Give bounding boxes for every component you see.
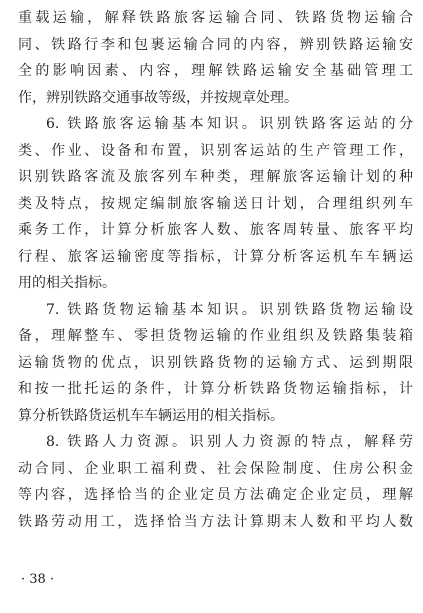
text-line: 类、作业、设备和布置，识别客运站的生产管理工作， <box>18 142 413 159</box>
section-heading-line: 7. 铁路货物运输基本知识。识别铁路货物运输设 <box>46 301 413 318</box>
text-line: 类及特点，按规定编制旅客输送日计划，合理组织列车 <box>18 195 413 212</box>
text-line: 备，理解整车、零担货物运输的作业组织及铁路集装箱 <box>18 328 413 344</box>
page-number: · 38 · <box>21 572 55 587</box>
text-line: 动合同、企业职工福利费、社会保险制度、住房公积金 <box>18 460 413 477</box>
text-line: 铁路劳动用工，选择恰当方法计算期末人数和平均人数 <box>18 513 413 530</box>
text-line: 运输货物的优点，识别铁路货物的运输方式、运到期限 <box>18 354 413 371</box>
text-line: 作，辨别铁路交通事故等级，并按规章处理。 <box>18 89 298 106</box>
text-line: 识别铁路客流及旅客列车种类，理解旅客运输计划的种 <box>18 169 413 185</box>
text-line: 乘务工作，计算分析旅客人数、旅客周转量、旅客平均 <box>18 222 413 238</box>
body-text <box>18 5 413 535</box>
text-line: 同、铁路行李和包裹运输合同的内容，辨别铁路运输安 <box>18 36 413 53</box>
section-heading-line: 8. 铁路人力资源。识别人力资源的特点，解释劳 <box>46 434 413 450</box>
text-line: 算分析铁路货运机车车辆运用的相关指标。 <box>18 407 284 424</box>
text-line: 等内容，选择恰当的企业定员方法确定企业定员，理解 <box>18 487 413 503</box>
text-line: 重载运输，解释铁路旅客运输合同、铁路货物运输合 <box>18 10 413 26</box>
section-heading-line: 6. 铁路旅客运输基本知识。识别铁路客运站的分 <box>46 116 413 132</box>
text-line: 全的影响因素、内容，理解铁路运输安全基础管理工 <box>18 63 413 79</box>
text-line: 行程、旅客运输密度等指标，计算分析客运机车车辆运 <box>18 248 413 265</box>
text-line: 用的相关指标。 <box>18 275 116 291</box>
text-line: 和按一批托运的条件，计算分析铁路货物运输指标，计 <box>18 381 413 397</box>
